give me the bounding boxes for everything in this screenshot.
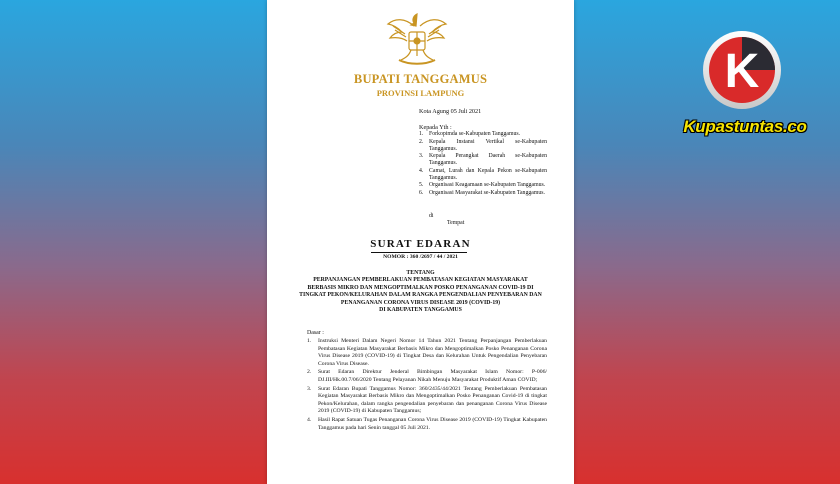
kupastuntas-logo-icon — [702, 30, 782, 110]
item-number: 3. — [419, 153, 424, 159]
title-underline — [371, 252, 467, 253]
letter-date: Kota Agung 05 Juli 2021 — [419, 108, 482, 115]
di-label: di — [429, 213, 434, 219]
document-title: SURAT EDARAN — [370, 238, 471, 250]
item-number: 4. — [419, 167, 424, 174]
brand-watermark: Kupastuntas.co — [683, 117, 807, 136]
item-text: Kepala Instansi Vertikal se-Kabupaten Tanggamus. — [429, 138, 547, 152]
subject-line: TINGKAT PEKON/KELURAHAN DALAM RANGKA PENGENDALIAN PENYEBARAN DAN — [299, 292, 542, 299]
document-page — [267, 0, 574, 484]
item-number: 5. — [419, 182, 424, 188]
item-number: 1. — [307, 338, 312, 344]
item-number: 4. — [307, 416, 312, 423]
tempat-label: Tempat — [447, 220, 465, 226]
document-number: NOMOR : 360 /2697 / 44 / 2021 — [383, 254, 458, 260]
item-number: 2. — [307, 369, 312, 376]
item-text: Organisasi Masyarakat se-Kabupaten Tanggamus. — [429, 189, 545, 196]
list-item — [419, 182, 547, 189]
letterhead-title: BUPATI TANGGAMUS — [353, 72, 488, 86]
item-text: Kepala Perangkat Daerah se-Kabupaten Tanggamus. — [429, 153, 547, 166]
item-number: 6. — [419, 189, 424, 196]
item-text: Forkopimda se-Kabupaten Tanggamus. — [429, 131, 521, 137]
garuda-emblem-icon — [385, 10, 449, 68]
letterhead-subtitle: PROVINSI LAMPUNG — [376, 88, 465, 98]
tentang-label: TENTANG — [406, 270, 435, 276]
list-item — [307, 386, 547, 416]
subject-block — [289, 277, 552, 315]
subject-line: PERPANJANGAN PEMBERLAKUAN PEMBATASAN KEGIATAN MASYARAKAT — [313, 277, 528, 283]
item-text: Surat Edaran Direktur Jenderal Bimbingan Masyarakat Islam Nomor: P-006/ DJ.III/Hk.00.7/06/2020 Tentang Pelayanan Nikah Menuju Masyarakat Produktif Aman COVID; — [318, 369, 547, 383]
subject-line: PENANGANAN CORONA VIRUS DISEASE 2019 (COVID-19) — [340, 299, 501, 306]
item-text: Hasil Rapat Satuan Tugas Penanganan Corona Virus Disease 2019 (COVID-19) Tingkat Kabupaten Tanggamus pada hari Senin tanggal 05 Juli 2021. — [318, 416, 547, 431]
list-item — [419, 153, 547, 167]
item-number: 1. — [419, 131, 424, 137]
item-text: Camat, Lurah dan Kepala Pekon se-Kabupaten Tanggamus. — [429, 167, 547, 181]
item-number: 2. — [419, 138, 424, 145]
subject-line: BERBASIS MIKRO DAN MENGOPTIMALKAN POSKO PENANGANAN COVID-19 DI — [307, 284, 534, 291]
list-item — [419, 139, 547, 153]
item-number: 3. — [307, 385, 312, 392]
list-item — [419, 190, 547, 197]
logo-letter: K — [724, 45, 760, 98]
list-item — [307, 338, 547, 368]
item-text: Organisasi Keagamaan se-Kabupaten Tanggamus. — [429, 182, 546, 188]
item-text: Instruksi Menteri Dalam Negeri Nomor 14 Tahun 2021 Tentang Perpanjangan Pemberlakuan Pembatasan Kegiatan Masyarakat Berbasis Mikro dan Mengoptimalkan Posko Penanganan Corona Virus Disease 2019 (COVID-19) di Tingkat Desa dan Kelurahan Untuk Pengendalian Penyebaran Corona Virus Disease. — [318, 338, 547, 367]
recipient-list — [419, 131, 547, 197]
subject-line: DI KABUPATEN TANGGAMUS — [379, 307, 462, 314]
dasar-label: Dasar : — [307, 330, 324, 336]
item-text: Surat Edaran Bupati Tanggamus Nomor: 360/2435/44/2021 Tentang Pemberlakuan Pembatasan Kegiatan Masyarakat Berbasis Mikro dan Mengoptimalkan Posko Penanganan Covid-19 di tingkat Pekon/Kelurahan, dalam rangka pengendalian penyebaran dan penanganan Corona Virus Disease 2019 (COVID-19) di Kabupaten Tanggamus; — [318, 385, 547, 415]
kepada-label: Kepada Yth : — [419, 124, 452, 131]
list-item — [419, 168, 547, 182]
list-item — [307, 369, 547, 384]
basis-list — [307, 338, 547, 433]
list-item — [307, 417, 547, 432]
list-item — [419, 131, 547, 138]
